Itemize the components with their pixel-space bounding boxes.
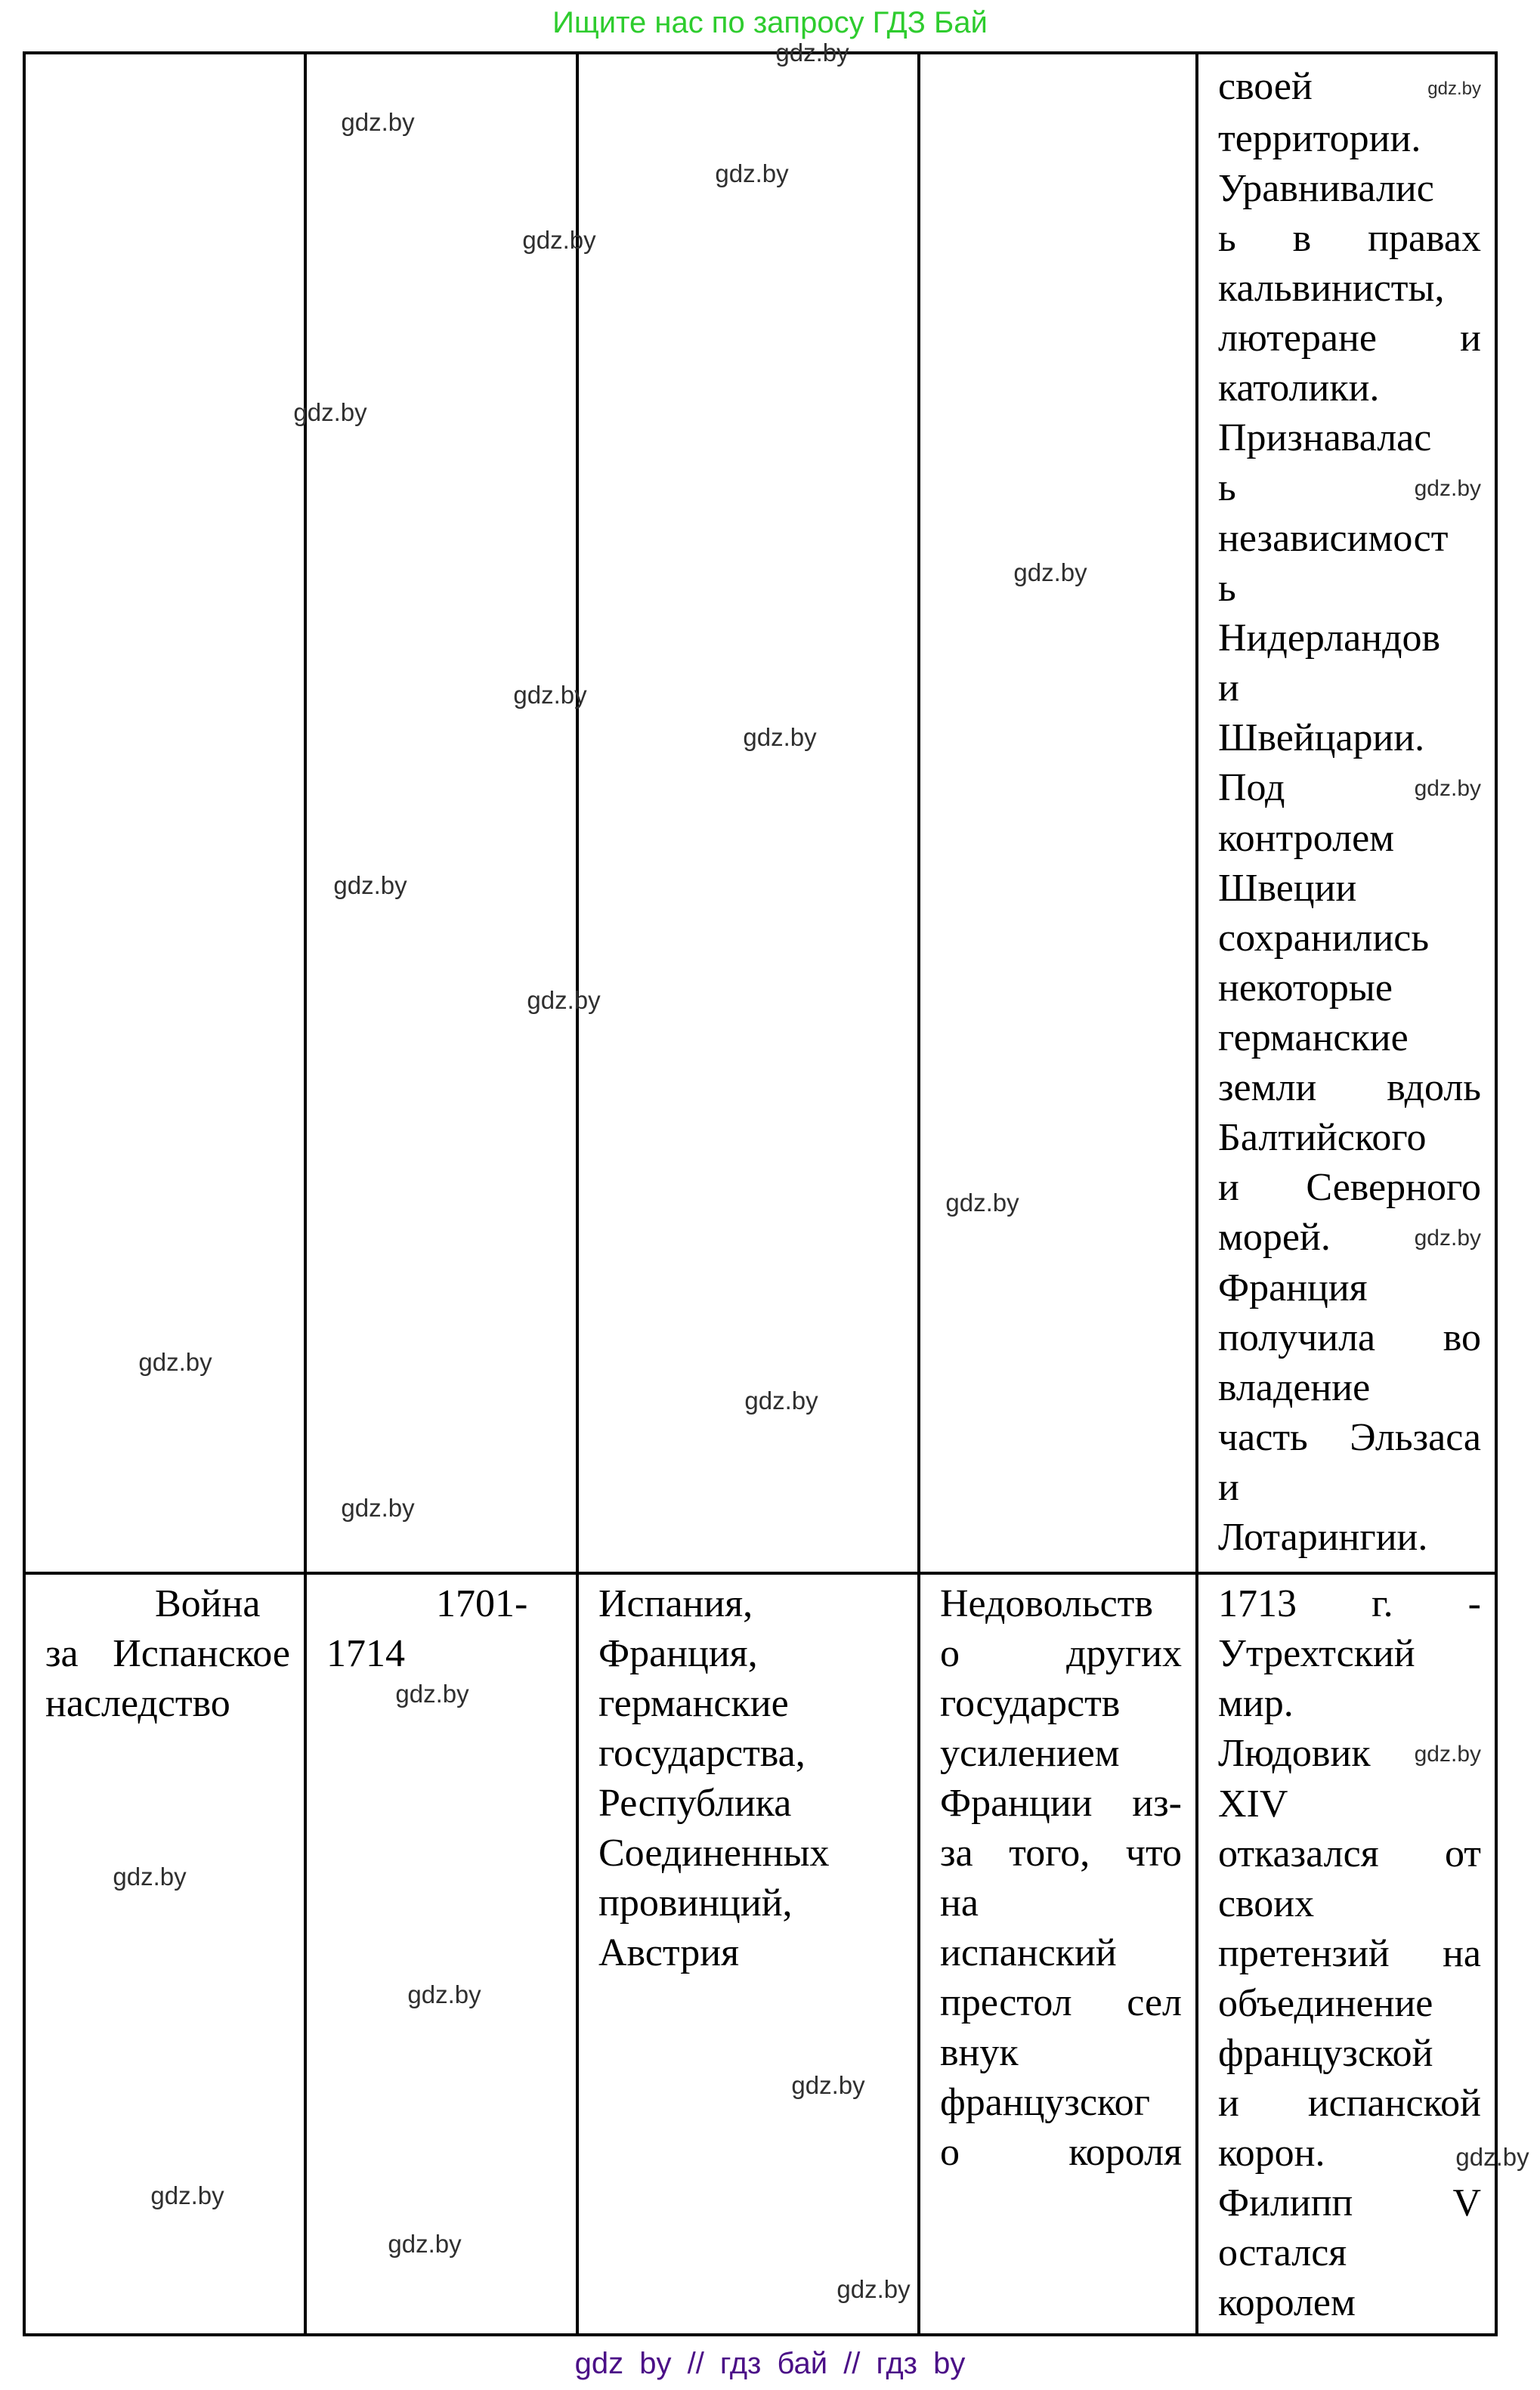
text-line [1218,1779,1481,1829]
text-line [1218,1979,1481,2029]
text-line-content: Недовольств [940,1582,1153,1625]
cell-row1-war-name [26,54,307,1575]
gdzby-watermark: gdz.by [341,108,415,136]
text-line-content: часть Эльзаса [1218,1416,1481,1459]
text-line-content: престол сел [940,1981,1182,2024]
text-line-content: 1714 [326,1632,405,1675]
text-line-content: Нидерландов [1218,617,1441,660]
text-line-content: внук [940,2031,1019,2074]
text-line-content: за Испанское [45,1632,290,1675]
text-line [940,1629,1182,1679]
gdzby-watermark: gdz.by [113,1863,187,1891]
text-line [1218,363,1481,413]
text-line [1218,214,1481,264]
text-line [940,2128,1182,2178]
text-line-content: испанский [940,1931,1117,1974]
text-line [1218,1879,1481,1929]
text-line [1218,1363,1481,1413]
text-line-content: на [940,1881,979,1925]
text-line [1218,1629,1481,1679]
gdzby-watermark: gdz.by [293,398,367,426]
gdzby-watermark: gdz.by [945,1189,1019,1217]
text-line-content: владение [1218,1366,1371,1409]
gdzby-watermark: gdz.by [138,1348,212,1376]
text-line-content: и [1218,1466,1239,1509]
gdzby-watermark: gdz.by [333,871,407,899]
text-line-content: некоторые [1218,966,1393,1009]
gdzby-watermark: gdz.by [836,2275,911,2303]
text-line [1218,963,1481,1013]
text-line [45,1579,290,1629]
text-line-content: XIV [1218,1782,1288,1826]
text-line-content: Под [1218,766,1285,809]
text-line [940,1878,1182,1928]
text-line [1218,413,1481,463]
text-line-content: кальвинисты, [1218,267,1445,310]
text-line [1218,1463,1481,1513]
cell-war-name-spanish-succession [26,1575,307,2333]
text-line [1218,1013,1481,1063]
gdzby-watermark: gdz.by [1013,558,1087,586]
text-line [598,1629,904,1679]
gdzby-watermark: gdz.by [150,2181,224,2209]
gdzby-watermark: gdz.by [527,986,601,1014]
text-line-content: и [1218,666,1239,710]
gdzby-watermark: gdz.by [744,1387,818,1415]
text-line-content: претензий на [1218,1932,1481,1975]
text-line-content: Балтийского [1218,1116,1427,1159]
gdzby-watermark: gdz.by [388,2230,462,2258]
gdzby-watermark: gdz.by [341,1494,415,1522]
text-line [1218,2129,1481,2178]
gdzby-watermark: gdz.by [513,681,587,709]
text-line-content: независимост [1218,517,1449,560]
text-line-content: Испания, [598,1582,753,1625]
text-line [1218,763,1481,814]
text-line [1218,1413,1481,1463]
text-line-content: сохранились [1218,917,1430,960]
site-footer-banner: gdz by // гдз бай // гдз by [574,2347,966,2380]
text-line-content: контролем [1218,817,1395,860]
text-line [45,1629,290,1679]
site-header-banner: Ищите нас по запросу ГДЗ Бай [552,6,988,39]
text-line [1218,864,1481,914]
text-line-content: объединение [1218,1982,1433,2025]
text-line [1218,2228,1481,2278]
text-line [940,2028,1182,2078]
cell-war-results [1198,1575,1495,2333]
text-line-content: за того, что [940,1832,1182,1875]
text-line [1218,2079,1481,2129]
text-line [1218,164,1481,214]
text-line-content: Франция [1218,1266,1368,1309]
text-line [326,1579,562,1629]
text-line-content: 1713 г. - [1218,1582,1481,1625]
text-line [598,1579,904,1629]
text-line [1218,1113,1481,1163]
text-line [1218,1163,1481,1213]
gdzby-watermark-inline: gdz.by [1414,1226,1481,1251]
text-line-content: Республика [598,1782,792,1825]
text-line-content: земли вдоль [1218,1066,1481,1109]
text-line-content: лютеране и [1218,317,1481,360]
text-line-content: Уравнивалис [1218,167,1434,210]
text-line [940,1679,1182,1729]
text-line [1218,114,1481,164]
text-line-content: территории. [1218,117,1421,160]
gdzby-watermark: gdz.by [1455,2143,1529,2171]
text-line-content: французског [940,2081,1151,2124]
text-line-content: Людовик [1218,1732,1371,1775]
cell-war-causes [920,1575,1198,2333]
text-line-content: своих [1218,1882,1315,1925]
text-line [940,1829,1182,1878]
text-line-content: получила во [1218,1316,1481,1359]
text-line-content: провинций, [598,1881,793,1925]
text-line [1218,1313,1481,1363]
text-line-content: и Северного [1218,1166,1481,1209]
text-line [598,1878,904,1928]
text-line-content: королем [1218,2281,1356,2324]
gdzby-watermark: gdz.by [522,226,596,254]
text-line [1218,1729,1481,1779]
text-line-content: наследство [45,1682,230,1725]
text-line [940,1978,1182,2028]
gdzby-watermark: gdz.by [715,159,789,187]
text-line-content: 1701- [436,1582,528,1625]
text-line-content: католики. [1218,366,1380,410]
text-line [1218,2178,1481,2228]
text-line [940,1928,1182,1978]
text-line-content: морей. [1218,1216,1331,1259]
text-line [940,1579,1182,1629]
text-line [598,1779,904,1829]
text-line [1218,1263,1481,1313]
text-line-content: корон. [1218,2132,1325,2175]
text-line-content: Лотарингии. [1218,1516,1428,1559]
text-line-content: Война [155,1582,261,1625]
text-line-content: Франция, [598,1632,758,1675]
text-line-content: Утрехтский [1218,1632,1415,1675]
gdzby-watermark: gdz.by [395,1680,469,1708]
text-line [1218,463,1481,514]
text-line [1218,514,1481,564]
text-line [1218,1929,1481,1979]
text-line [1218,2278,1481,2328]
text-line [940,2078,1182,2128]
gdzby-watermark: gdz.by [775,39,849,66]
cell-row1-participants [579,54,920,1575]
cell-row1-dates [307,54,579,1575]
text-line [45,1679,290,1729]
history-wars-table [23,51,1498,2336]
text-line [1218,914,1481,963]
text-line [598,1679,904,1729]
text-line [598,1928,904,1978]
text-line-content: о короля [940,2131,1182,2174]
text-line-content: о других [940,1632,1182,1675]
text-line-content: государства, [598,1732,806,1775]
text-line [1218,614,1481,663]
text-line-content: мир. [1218,1682,1294,1725]
text-line [1218,2029,1481,2079]
text-line-content: государств [940,1682,1121,1725]
text-line-content: германские [598,1682,789,1725]
text-line-content: Швейцарии. [1218,716,1425,759]
text-line [1218,1579,1481,1629]
text-line-content: Австрия [598,1931,739,1974]
text-line-content: ь [1218,567,1236,610]
text-line [1218,314,1481,363]
gdzby-watermark: gdz.by [743,723,817,751]
text-line-content: Франции из- [940,1782,1182,1825]
cell-row1-causes [920,54,1198,1575]
text-line [1218,1513,1481,1563]
gdzby-watermark: gdz.by [407,1980,481,2008]
text-line [598,1729,904,1779]
text-line [1218,1679,1481,1729]
text-line-content: Филипп V [1218,2181,1481,2225]
text-line [326,1629,562,1679]
cell-row1-results-continued [1198,54,1495,1575]
text-line [940,1779,1182,1829]
gdzby-watermark-inline: gdz.by [1427,79,1481,99]
text-line [1218,713,1481,763]
text-line-content: французской [1218,2032,1433,2075]
text-line [598,1829,904,1878]
text-line [1218,663,1481,713]
text-line-content: германские [1218,1016,1409,1059]
text-line-content: Швеции [1218,867,1357,910]
gdzby-watermark-inline: gdz.by [1414,476,1481,501]
text-line-content: ь в правах [1218,217,1481,260]
gdzby-watermark-inline: gdz.by [1414,776,1481,801]
gdzby-watermark: gdz.by [791,2071,865,2099]
text-line-content: остался [1218,2231,1347,2274]
text-line-content: усилением [940,1732,1120,1775]
cell-war-participants [579,1575,920,2333]
text-line [1218,264,1481,314]
text-line [940,1729,1182,1779]
text-line-content: ь [1218,466,1236,509]
text-line-content: и испанской [1218,2082,1481,2125]
text-line [1218,1829,1481,1879]
gdzby-watermark-inline: gdz.by [1414,1742,1481,1767]
text-line [1218,814,1481,864]
text-line [1218,564,1481,614]
text-line [1218,1213,1481,1263]
text-line [1218,62,1481,114]
text-line-content: отказался от [1218,1832,1481,1875]
text-line-content: своей [1218,65,1313,108]
text-line-content: Признавалас [1218,416,1432,459]
text-line-content: Соединенных [598,1832,830,1875]
text-line [1218,1063,1481,1113]
